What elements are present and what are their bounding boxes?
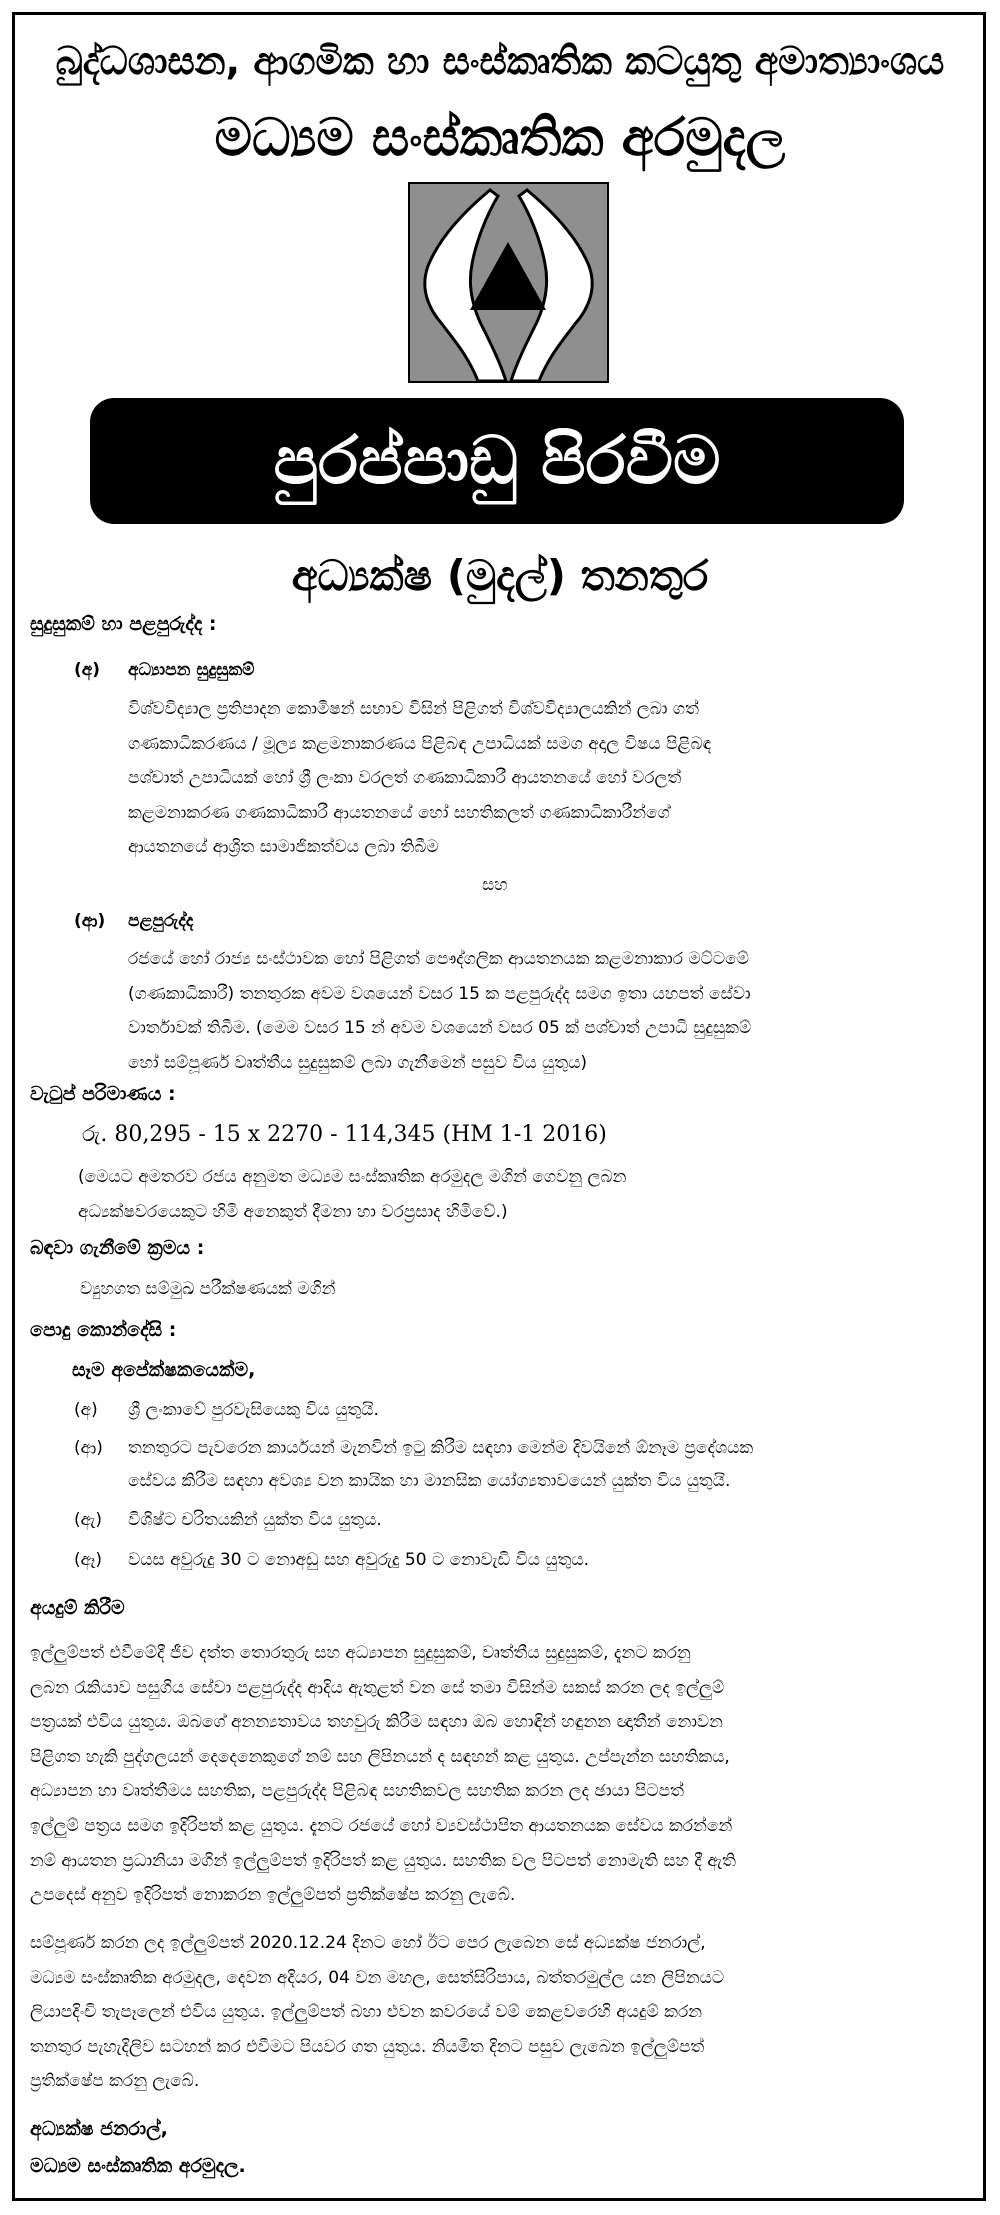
general-conditions-heading: පොදු කොන්දේසි : (30, 1319, 177, 1341)
condition-marker: (ඈ) (74, 1550, 103, 1570)
salary-heading: වැටුප් පරිමාණය : (30, 1083, 176, 1105)
experience-text: රජයේ හෝ රාජ්‍ය සංස්ථාවක හෝ පිළිගත් පෞද්ගලික ආයතනයක කළමනාකාර මට්ටමේ (ගණකාධිකාරී) තනතුරක අවම වශයෙන් වසර 15 ක පළපුරුද්ද සමග ඉතා යහපත් සේවා වාර්තාවක් තිබීම. (මෙම වසර 15 න් අවම වශයෙන් වසර 05 ක් පශ්චාත් උපාධි සුදුසුකම් හෝ සම්පූර්ණ වෘත්තීය සුදුසුකම් ලබා ගැනීමෙන් පසුව විය යුතුය) (128, 949, 752, 1073)
signature-title: අධ්‍යක්ෂ ජනරාල්, (30, 2118, 168, 2140)
and-connector: සහ (482, 875, 508, 895)
application-instructions: ඉල්ලුම්පත් එවීමේදී ජීව දත්ත තොරතුරු සහ අධ්‍යාපන සුදුසුකම්, වෘත්තීය සුදුසුකම්, දැනට කරනු ලබන රැකියාව පසුගිය සේවා පළපුරුද්ද ආදිය ඇතුළත් වන සේ තමා විසින්ම සකස් කරන ලද ඉල්ලුම් පත්‍රයක් එවිය යුතුය. ඔබගේ අනන්‍යතාවය තහවුරු කිරීම සඳහා ඔබ හොඳින් හඳුනන ඥාතීන් නොවන පිළිගත හැකි පුද්ගලයන් දෙදෙනෙකුගේ නම් සහ ලිපිනයන් ද සඳහන් කළ යුතුය. උප්පැන්න සහතිකය, අධ්‍යාපන හා වෘත්තීමය සහතික, පළපුරුද්ද පිළිබඳ සහතිකවල සහතික කරන ලද ඡායා පිටපත් ඉල්ලුම් පත්‍රය සමග ඉදිරිපත් කළ යුතුය. දැනට රජයේ හෝ ව්‍යවස්ථාපිත ආයතනයක සේවය කරන්නේ නම් ආයතන ප්‍රධානියා මගින් ඉල්ලුම්පත් ඉදිරිපත් කළ යුතුය. සහතික වල පිටපත් නොමැති සහ දී ඇති උපදෙස් අනුව ඉදිරිපත් නොකරන ඉල්ලුම්පත් ප්‍රතික්ෂේප කරනු ලැබේ. (30, 1643, 736, 1906)
ministry-name: බුද්ධශාසන, ආගමික හා සංස්කෘතික කටයුතු අමාත්‍යාංශය (55, 39, 945, 83)
condition-item: වයස අවුරුදු 30 ට නොඅඩු සහ අවුරුදු 50 ට නොවැඩි විය යුතුය. (128, 1550, 590, 1570)
application-heading: අයදුම් කිරීම (30, 1597, 125, 1619)
hands-triangle-logo-icon (410, 184, 607, 381)
fund-name: මධ්‍යම සංස්කෘතික අරමුදල (214, 108, 786, 168)
recruitment-heading: බඳවා ගැනීමේ ක්‍රමය : (30, 1237, 205, 1259)
edu-heading: අධ්‍යාපන සුදුසුකම් (128, 660, 255, 680)
condition-item: විශිෂ්ට චරිතයකින් යුක්ත විය යුතුය. (128, 1510, 382, 1530)
signature-organization: මධ්‍යම සංස්කෘතික අරමුදල. (30, 2155, 246, 2177)
recruitment-method: ව්‍යුහගත සම්මුඛ පරීක්ෂණයක් මගින් (80, 1279, 336, 1299)
edu-qualifications-text: විශ්වවිද්‍යාල ප්‍රතිපාදන කොමිෂන් සභාව විසින් පිළිගත් විශ්වවිද්‍යාලයකින් ලබා ගත් ගණකාධිකරණය / මූල්‍ය කළමනාකරණය පිළිබඳ උපාධියක් සමග අදාල විෂය පිළිබඳ පශ්චාත් උපාධියක් හෝ ශ්‍රී ලංකා වරලත් ගණකාධිකාරී ආයතනයේ හෝ වරලත් කළමනාකරණ ගණකාධිකාරී ආයතනයේ හෝ සහතිකලත් ගණකාධිකාරීන්ගේ ආයතනයේ ආශ්‍රිත සාමාජිකත්වය ලබා තිබීම (128, 699, 712, 858)
condition-item-continued: සේවය කිරීම සඳහා අවශ්‍ය වන කායික හා මානසික යෝග්‍යතාවයෙන් යුක්ත විය යුතුයි. (128, 1471, 731, 1491)
condition-marker: (අ) (74, 1400, 98, 1420)
every-candidate-subheading: සෑම අපේක්ෂකයෙක්ම, (72, 1359, 256, 1381)
salary-note: (මෙයට අමතරව රජය අනුමත මධ්‍යම සංස්කෘතික අරමුදල මගින් ගෙවනු ලබන අධ්‍යක්ෂවරයෙකුට හිමි අනෙකුත් දීමනා හා වරප්‍රසාද හිමිවේ.) (78, 1167, 627, 1222)
condition-marker: (ආ) (74, 1438, 103, 1458)
fund-logo (408, 182, 609, 383)
condition-marker: (ඇ) (74, 1510, 103, 1530)
application-submission: සම්පූර්ණ කරන ලද ඉල්ලුම්පත් 2020.12.24 දිනට හෝ ඊට පෙර ලැබෙන සේ අධ්‍යක්ෂ ජනරාල්, මධ්‍යම සංස්කෘතික අරමුදල, දෙවන අදියර, 04 වන මහල, සෙත්සිරිපාය, බත්තරමුල්ල යන ලිපිනයට ලියාපදිංචි තැපෑලෙන් එවිය යුතුය. ඉල්ලුම්පත් බහා එවන කවරයේ වම් කෙළවරෙහි අයදුම් කරන තනතුර පැහැදිලිව සටහන් කර එවීමට පියවර ගත යුතුය. නියමිත දිනට පසුව ලැබෙන ඉල්ලුම්පත් ප්‍රතික්ෂේප කරනු ලැබේ. (30, 1933, 725, 2092)
condition-item: තනතුරට පැවරෙන කාර්යයන් මැනවින් ඉටු කිරීම සඳහා මෙන්ම දිවයිනේ ඕනෑම ප්‍රදේශයක (128, 1438, 754, 1458)
vacancy-banner: පුරප්පාඩු පිරවීම (90, 398, 904, 524)
exp-heading: පළපුරුද්ද (128, 911, 194, 931)
qualifications-heading: සුදුසුකම් හා පළපුරුද්ද : (30, 613, 217, 635)
condition-item: ශ්‍රී ලංකාවේ පුරවැසියෙකු විය යුතුයි. (128, 1400, 379, 1420)
post-title: අධ්‍යක්ෂ (මුදල්) තනතුර (291, 551, 709, 600)
salary-scale: රු. 80,295 - 15 x 2270 - 114,345 (HM 1-1 2016) (82, 1122, 607, 1147)
exp-marker: (ආ) (74, 911, 106, 931)
edu-marker: (අ) (74, 660, 101, 680)
triangle-shape (470, 242, 546, 310)
